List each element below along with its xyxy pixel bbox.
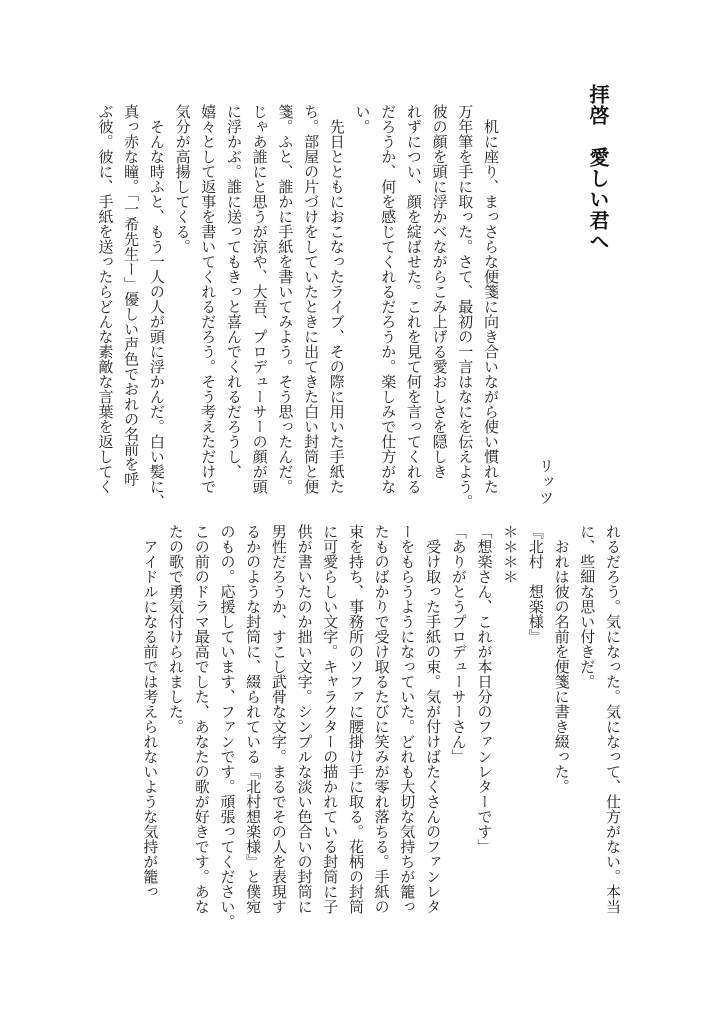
text-column: 気分が高揚してくる。 [173, 104, 192, 254]
text-column: 束を持ち、事務所のソファに腰掛け手に取る。花柄の封筒 [346, 524, 365, 914]
text-column: のもの。応援しています、ファンです。頑張ってください。 [218, 524, 237, 929]
text-column: に可愛らしい文字。キャラクターの描かれている封筒に子 [321, 524, 340, 914]
text-column: れずについ、顔を綻ばせた。これを見て何を言ってくれる [404, 104, 423, 494]
text-column: 供が書いたのか拙い文字。シンプルな淡い色合いの封筒に [295, 524, 314, 914]
text-column: 「想楽さん、これが本日分のファンレターです」 [475, 524, 494, 854]
text-column: に、些細な思い付きだ。 [578, 524, 597, 689]
text-column: い。 [353, 104, 372, 134]
text-column: 嬉々として返事を書いてくれるだろう。そう考えただけで [199, 104, 218, 494]
text-column: だろうか、何を感じてくれるだろうか。楽しみで仕方がな [379, 104, 398, 494]
text-column: 真っ赤な瞳。「一希先生ー」優しい声色でおれの名前を呼 [122, 104, 141, 487]
text-column: たものばかりで受け取るたびに笑みが零れ落ちる。手紙の [372, 524, 391, 914]
text-column: 受け取った手紙の束。気が付けばたくさんのファンレタ [424, 524, 443, 914]
text-column: 「ありがとうプロデューサーさん」 [449, 524, 468, 764]
body-text-top-tier [92, 104, 503, 509]
text-column: に浮かぶ。誰に送ってもきっと喜んでくれるだろうし、 [224, 104, 243, 479]
text-column: 机に座り、まっさらな便箋に向き合いながら使い慣れた [482, 104, 500, 494]
text-column: 彼の顔を頭に浮かべながらこみ上げる愛おしさを隠しき [430, 104, 449, 479]
text-column: おれは彼の名前を便箋に書き綴った。 [552, 524, 571, 794]
text-column: 先日とともにおこなったライブ、その際に用いた手紙た [327, 104, 346, 494]
text-column: ぶ彼。彼に、手紙を送ったらどんな素敵な言葉を返してく [96, 104, 115, 494]
text-column: 男性だろうか、すこし武骨な文字。まるでその人を表現す [269, 524, 288, 914]
text-column: たの歌で勇気付けられました。 [167, 524, 186, 734]
text-column: この前のドラマ最高でした、あなたの歌が好きです。あな [192, 524, 211, 914]
text-column: るかのような封筒に、綴られている『北村想楽様』と僕宛 [244, 524, 263, 914]
text-column: れるだろう。気になった。気になって、仕方がない。本当 [604, 524, 622, 914]
text-column: 万年筆を手に取った。さて、最初の一言はなにを伝えよう。 [456, 104, 475, 509]
text-column: 箋。ふと、誰かに手紙を書いてみよう。そう思ったんだ。 [276, 104, 295, 494]
text-column: ーをもらうようになっていた。どれも大切な気持ちが籠っ [398, 524, 417, 914]
text-column: じゃあ誰にと思うが涼や、大吾、プロデューサーの顔が頭 [250, 104, 269, 494]
body-text-bottom-tier [137, 524, 625, 929]
text-column: ち。部屋の片づけをしていたときに出てきた白い封筒と便 [302, 104, 321, 494]
letter-title: 拝啓 愛しい君へ [586, 84, 610, 252]
text-column: 『北村 想楽様』 [526, 524, 545, 644]
text-column: そんな時ふと、もう一人の人が頭に浮かんだ。白い髪に、 [147, 104, 166, 509]
text-column: ＊＊＊＊ [501, 524, 520, 584]
author-name: リッツ [537, 458, 555, 506]
text-column: アイドルになる前では考えられないような気持が籠っ [141, 524, 160, 899]
